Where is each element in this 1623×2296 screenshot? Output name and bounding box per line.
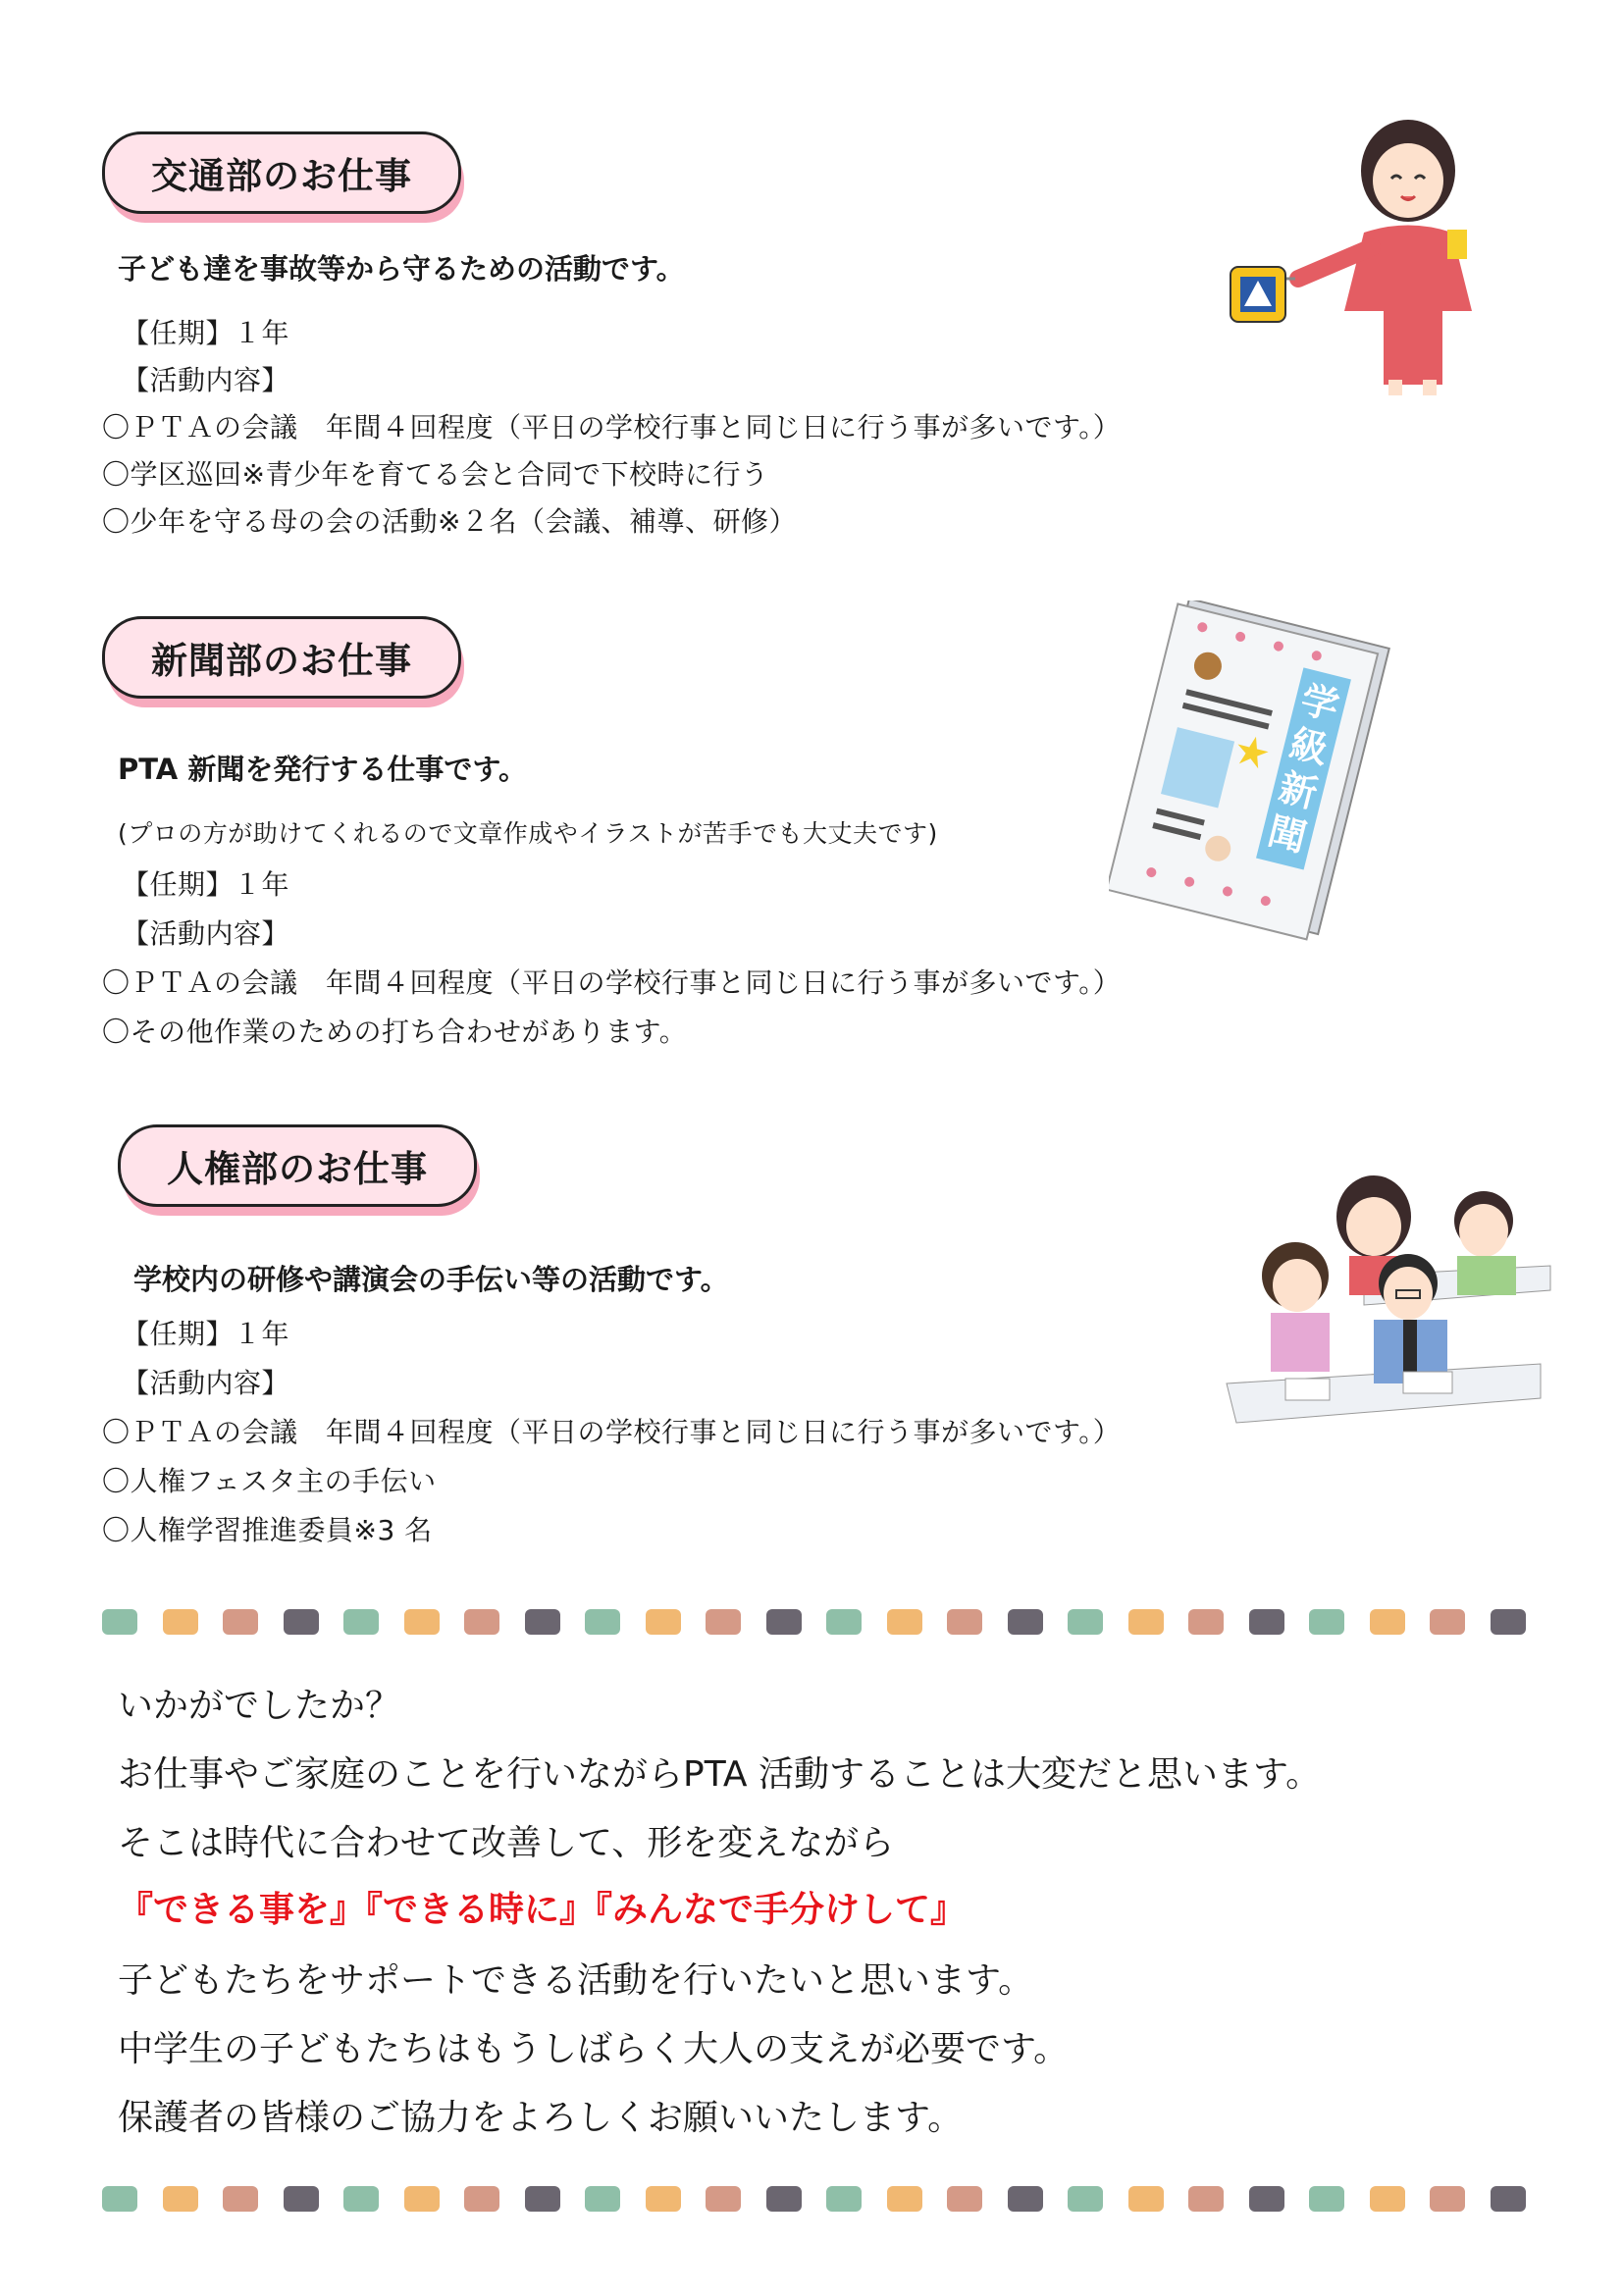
newspaper-title-char: 学 bbox=[1296, 677, 1343, 729]
divider-dot bbox=[1309, 1609, 1344, 1635]
divider-dot bbox=[887, 2186, 922, 2212]
divider-dot bbox=[646, 2186, 681, 2212]
divider-dot bbox=[706, 1609, 741, 1635]
section-note-newspaper: (プロの方が助けてくれるので文章作成やイラストが苦手でも大丈夫です) bbox=[118, 819, 938, 848]
term-newspaper: 【任期】１年 bbox=[122, 868, 290, 901]
dot-divider-top bbox=[102, 1609, 1550, 1635]
newspaper-title-char: 級 bbox=[1285, 721, 1333, 773]
dot-divider-bottom bbox=[102, 2186, 1550, 2212]
divider-dot bbox=[585, 1609, 620, 1635]
closing-line: 保護者の皆様のご協力をよろしくお願いいたします。 bbox=[118, 2098, 964, 2138]
divider-dot bbox=[1249, 1609, 1284, 1635]
divider-dot bbox=[284, 2186, 319, 2212]
closing-line: お仕事やご家庭のことを行いながらPTA 活動することは大変だと思います。 bbox=[118, 1754, 1322, 1795]
list-item: 〇ＰＴＡの会議 年間４回程度（平日の学校行事と同じ日に行う事が多いです。） bbox=[102, 966, 1122, 999]
divider-dot bbox=[1128, 2186, 1164, 2212]
section-lead-newspaper: PTA 新聞を発行する仕事です。 bbox=[118, 753, 528, 786]
adults-studying-icon bbox=[1217, 1168, 1560, 1452]
divider-dot bbox=[1008, 2186, 1043, 2212]
divider-dot bbox=[1068, 2186, 1103, 2212]
divider-dot bbox=[1188, 1609, 1224, 1635]
list-item: 〇少年を守る母の会の活動※２名（会議、補導、研修） bbox=[102, 505, 797, 538]
divider-dot bbox=[1128, 1609, 1164, 1635]
divider-dot bbox=[343, 1609, 379, 1635]
content-label-traffic: 【活動内容】 bbox=[122, 364, 290, 396]
term-human-rights: 【任期】１年 bbox=[122, 1318, 290, 1350]
divider-dot bbox=[1068, 1609, 1103, 1635]
section-heading-human-rights: 人権部のお仕事 bbox=[118, 1124, 477, 1207]
list-item: 〇その他作業のための打ち合わせがあります。 bbox=[102, 1016, 688, 1048]
closing-line: そこは時代に合わせて改善して、形を変えながら bbox=[118, 1823, 895, 1863]
divider-dot bbox=[826, 1609, 862, 1635]
divider-dot bbox=[404, 1609, 440, 1635]
divider-dot bbox=[766, 1609, 802, 1635]
divider-dot bbox=[464, 2186, 499, 2212]
class-newspaper-icon bbox=[1109, 600, 1403, 954]
divider-dot bbox=[1309, 2186, 1344, 2212]
content-label-human-rights: 【活動内容】 bbox=[122, 1367, 290, 1399]
list-item: 〇ＰＴＡの会議 年間４回程度（平日の学校行事と同じ日に行う事が多いです。） bbox=[102, 411, 1122, 444]
divider-dot bbox=[223, 1609, 258, 1635]
divider-dot bbox=[163, 1609, 198, 1635]
divider-dot bbox=[163, 2186, 198, 2212]
divider-dot bbox=[947, 1609, 982, 1635]
newspaper-title-char: 新 bbox=[1275, 764, 1322, 816]
section-lead-human-rights: 学校内の研修や講演会の手伝い等の活動です。 bbox=[133, 1263, 729, 1296]
divider-dot bbox=[1370, 1609, 1405, 1635]
term-traffic: 【任期】１年 bbox=[122, 317, 290, 349]
closing-line: いかがでしたか？ bbox=[118, 1686, 401, 1726]
closing-line: 中学生の子どもたちはもうしばらく大人の支えが必要です。 bbox=[118, 2029, 1070, 2069]
divider-dot bbox=[1249, 2186, 1284, 2212]
divider-dot bbox=[525, 1609, 560, 1635]
list-item: 〇人権フェスタ主の手伝い bbox=[102, 1465, 437, 1497]
divider-dot bbox=[1491, 2186, 1526, 2212]
divider-dot bbox=[887, 1609, 922, 1635]
divider-dot bbox=[1188, 2186, 1224, 2212]
divider-dot bbox=[525, 2186, 560, 2212]
divider-dot bbox=[404, 2186, 440, 2212]
divider-dot bbox=[223, 2186, 258, 2212]
divider-dot bbox=[766, 2186, 802, 2212]
divider-dot bbox=[1430, 2186, 1465, 2212]
divider-dot bbox=[1370, 2186, 1405, 2212]
divider-dot bbox=[102, 2186, 137, 2212]
divider-dot bbox=[706, 2186, 741, 2212]
divider-dot bbox=[947, 2186, 982, 2212]
list-item: 〇人権学習推進委員※3 名 bbox=[102, 1514, 433, 1546]
section-lead-traffic: 子ども達を事故等から守るための活動です。 bbox=[118, 252, 685, 286]
divider-dot bbox=[343, 2186, 379, 2212]
divider-dot bbox=[464, 1609, 499, 1635]
divider-dot bbox=[1491, 1609, 1526, 1635]
section-heading-newspaper: 新聞部のお仕事 bbox=[102, 616, 461, 699]
list-item: 〇ＰＴＡの会議 年間４回程度（平日の学校行事と同じ日に行う事が多いです。） bbox=[102, 1416, 1122, 1448]
divider-dot bbox=[585, 2186, 620, 2212]
divider-dot bbox=[1008, 1609, 1043, 1635]
list-item: 〇学区巡回※青少年を育てる会と合同で下校時に行う bbox=[102, 458, 769, 491]
closing-highlight: 『できる事を』『できる時に』『みんなで手分けして』 bbox=[118, 1890, 967, 1930]
divider-dot bbox=[102, 1609, 137, 1635]
section-heading-traffic: 交通部のお仕事 bbox=[102, 131, 461, 214]
crossing-guard-woman-icon bbox=[1227, 110, 1521, 404]
divider-dot bbox=[646, 1609, 681, 1635]
divider-dot bbox=[826, 2186, 862, 2212]
newspaper-title-char: 聞 bbox=[1264, 809, 1311, 861]
content-label-newspaper: 【活動内容】 bbox=[122, 917, 290, 950]
closing-line: 子どもたちをサポートできる活動を行いたいと思います。 bbox=[118, 1960, 1034, 2001]
divider-dot bbox=[284, 1609, 319, 1635]
divider-dot bbox=[1430, 1609, 1465, 1635]
